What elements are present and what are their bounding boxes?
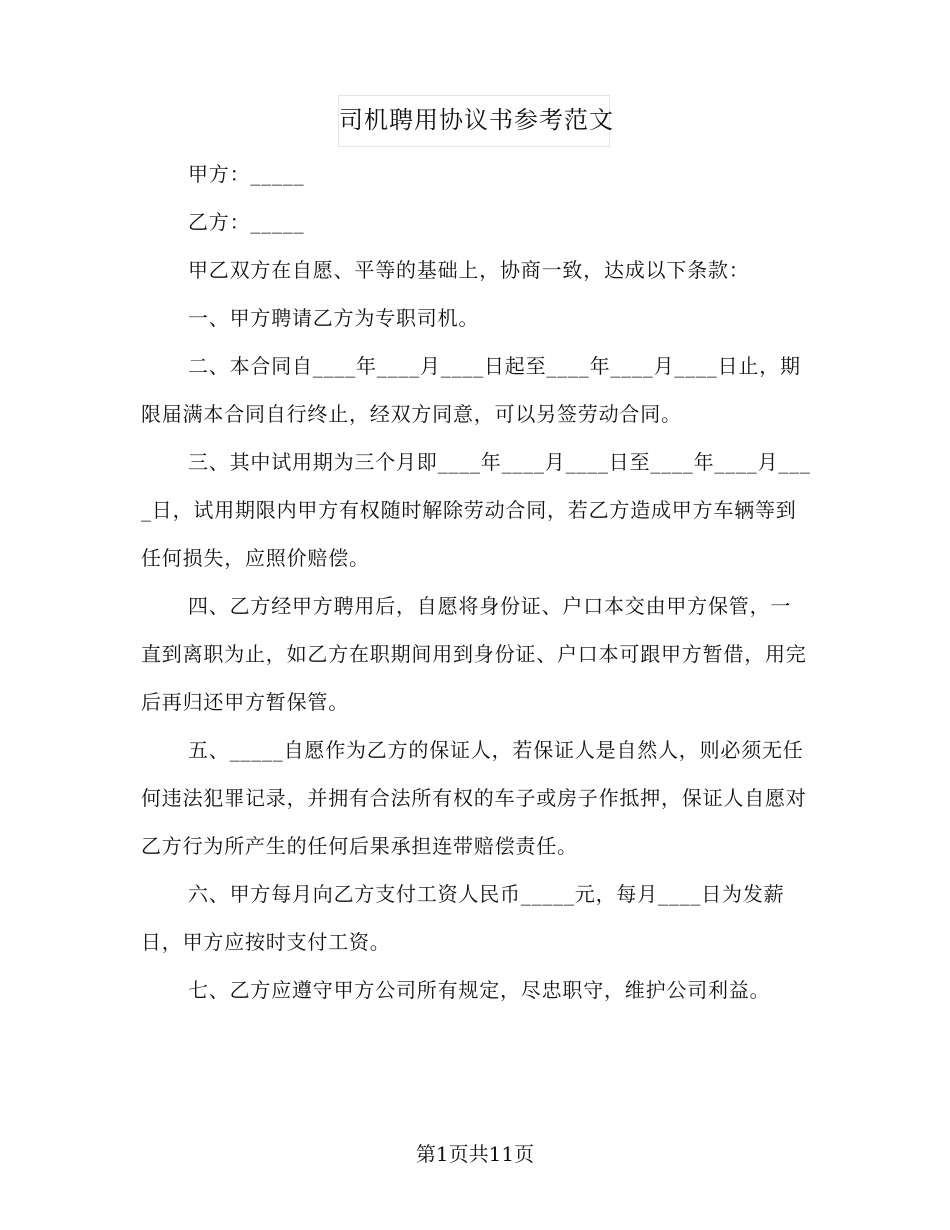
- paragraph-clause-5: 五、_____自愿作为乙方的保证人，若保证人是自然人，则必须无任何违法犯罪记录，并拥有合法所有权的车子或房子作抵押，保证人自愿对乙方行为所产生的任何后果承担连带赔偿责任。: [141, 738, 807, 858]
- paragraph-preamble: 甲乙双方在自愿、平等的基础上，协商一致，达成以下条款：: [188, 258, 750, 282]
- paragraph-party-b: 乙方：_____: [188, 210, 305, 234]
- paragraph-clause-3: 三、其中试用期为三个月即____年____月____日至____年____月____日，试用期限内甲方有权随时解除劳动合同，若乙方造成甲方车辆等到任何损失，应照价赔偿。: [141, 450, 811, 570]
- paragraph-party-a: 甲方：_____: [188, 162, 305, 186]
- page-number: 第1页共11页: [415, 1142, 535, 1166]
- paragraph-clause-2: 二、本合同自____年____月____日起至____年____月____日止，期限届满本合同自行终止，经双方同意，可以另签劳动合同。: [141, 354, 801, 426]
- document-title: 司机聘用协议书参考范文: [338, 95, 610, 147]
- paragraph-clause-6: 六、甲方每月向乙方支付工资人民币_____元，每月____日为发薪日，甲方应按时支付工资。: [141, 882, 785, 954]
- document-body: [141, 150, 811, 1014]
- paragraph-clause-1: 一、甲方聘请乙方为专职司机。: [188, 306, 480, 330]
- paragraph-clause-4: 四、乙方经甲方聘用后，自愿将身份证、户口本交由甲方保管，一直到离职为止，如乙方在职期间用到身份证、户口本可跟甲方暂借，用完后再归还甲方暂保管。: [141, 594, 807, 714]
- paragraph-clause-7: 七、乙方应遵守甲方公司所有规定，尽忠职守，维护公司利益。: [188, 978, 771, 1002]
